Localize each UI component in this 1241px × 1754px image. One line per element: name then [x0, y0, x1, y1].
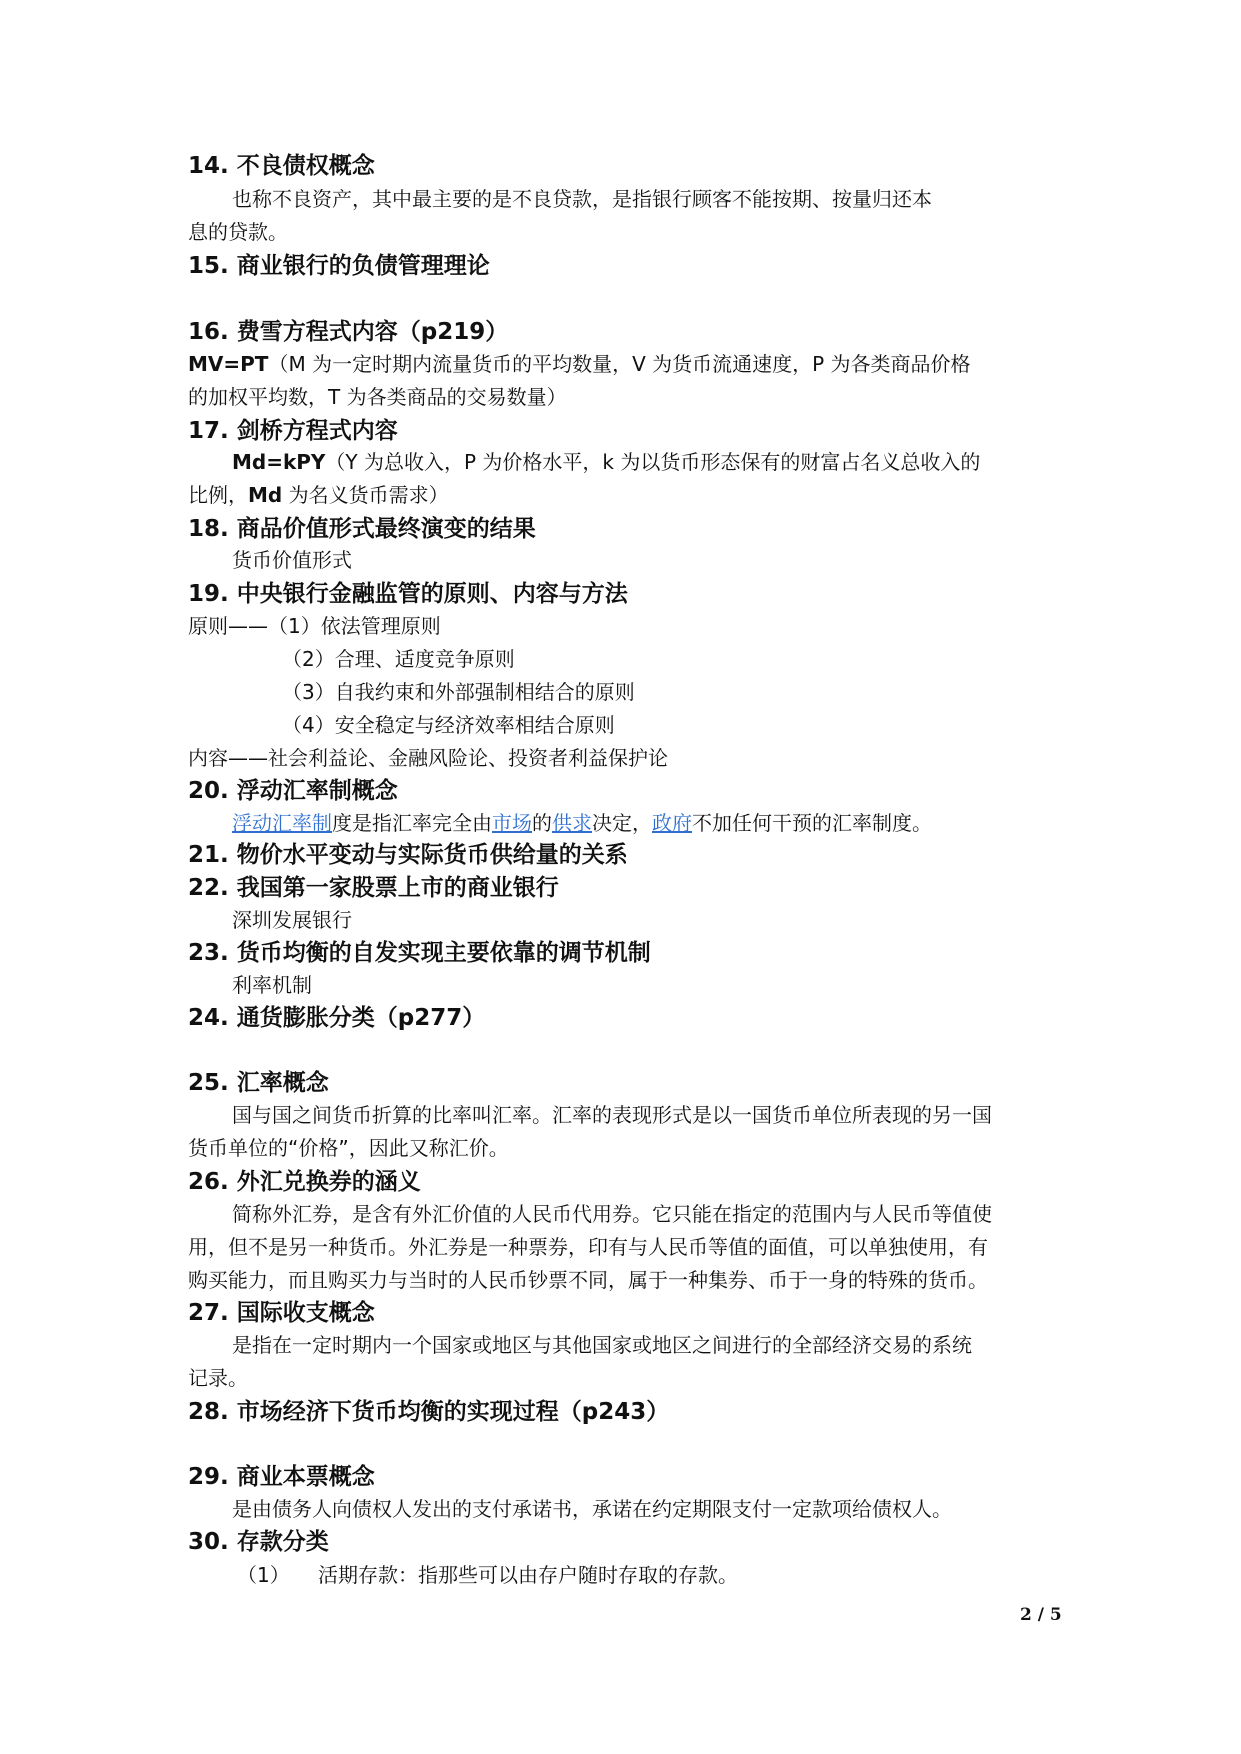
principle-line3: （3）自我约束和外部强制相结合的原则	[282, 680, 635, 704]
heading-23: 23. 货币均衡的自发实现主要依靠的调节机制	[188, 940, 651, 966]
formula-fisher: MV=PT	[188, 352, 269, 376]
principle-line1: 原则——（1）依法管理原则	[188, 614, 441, 638]
heading-30: 30. 存款分类	[188, 1529, 329, 1555]
paragraph-20-text1: 度是指汇率完全由	[332, 811, 492, 835]
heading-20: 20. 浮动汇率制概念	[188, 778, 398, 804]
content-line: 内容——社会利益论、金融风险论、投资者利益保护论	[188, 746, 668, 770]
paragraph-14-line2: 息的贷款。	[188, 220, 288, 244]
heading-18: 18. 商品价值形式最终演变的结果	[188, 516, 536, 542]
paragraph-20-text2: 的	[532, 811, 552, 835]
heading-16: 16. 费雪方程式内容（p219）	[188, 319, 509, 345]
heading-26: 26. 外汇兑换券的涵义	[188, 1169, 421, 1195]
paragraph-16-line1-text: （M 为一定时期内流量货币的平均数量，V 为货币流通速度，P 为各类商品价格	[268, 352, 971, 376]
heading-15: 15. 商业银行的负债管理理论	[188, 253, 490, 279]
paragraph-26-line1: 简称外汇券，是含有外汇价值的人民币代用券。它只能在指定的范围内与人民币等值使	[232, 1202, 992, 1226]
paragraph-20-text4: 不加任何干预的汇率制度。	[692, 811, 932, 835]
paragraph-22: 深圳发展银行	[232, 908, 352, 932]
paragraph-16-line1	[188, 348, 1058, 381]
link-market[interactable]: 市场	[492, 811, 532, 835]
heading-21: 21. 物价水平变动与实际货币供给量的关系	[188, 842, 628, 868]
formula-md: Md	[248, 483, 283, 507]
heading-22: 22. 我国第一家股票上市的商业银行	[188, 875, 559, 901]
heading-25: 25. 汇率概念	[188, 1070, 329, 1096]
heading-19: 19. 中央银行金融监管的原则、内容与方法	[188, 581, 628, 607]
paragraph-30: 活期存款：指那些可以由存户随时存取的存款。	[318, 1563, 738, 1587]
paragraph-14-line1: 也称不良资产，其中最主要的是不良贷款，是指银行顾客不能按期、按量归还本	[232, 187, 932, 211]
link-floating-rate[interactable]: 浮动汇率制	[232, 811, 332, 835]
paragraph-17-line1-text: （Y 为总收入，P 为价格水平，k 为以货币形态保有的财富占名义总收入的	[325, 450, 981, 474]
paragraph-16-line2: 的加权平均数，T 为各类商品的交易数量）	[188, 385, 567, 409]
paragraph-25-line1: 国与国之间货币折算的比率叫汇率。汇率的表现形式是以一国货币单位所表现的另一国	[232, 1103, 992, 1127]
paragraph-18: 货币价值形式	[232, 548, 352, 572]
heading-24: 24. 通货膨胀分类（p277）	[188, 1005, 486, 1031]
page-number: 2 / 5	[1020, 1605, 1062, 1625]
paragraph-17-line2-c: 为名义货币需求）	[282, 483, 449, 507]
list-number-1: （1）	[237, 1563, 290, 1587]
paragraph-27-line2: 记录。	[188, 1366, 248, 1390]
heading-14: 14. 不良债权概念	[188, 153, 375, 179]
formula-cambridge: Md=kPY	[232, 450, 326, 474]
paragraph-25-line2: 货币单位的“价格”，因此又称汇价。	[188, 1136, 509, 1160]
heading-28: 28. 市场经济下货币均衡的实现过程（p243）	[188, 1399, 670, 1425]
paragraph-17-line1	[232, 446, 1102, 479]
paragraph-17-line2	[188, 479, 1058, 512]
paragraph-26-line3: 购买能力，而且购买力与当时的人民币钞票不同，属于一种集券、币于一身的特殊的货币。	[188, 1268, 988, 1292]
paragraph-17-line2-a: 比例，	[188, 483, 248, 507]
paragraph-26-line2: 用，但不是另一种货币。外汇券是一种票券，印有与人民币等值的面值，可以单独使用，有	[188, 1235, 988, 1259]
link-government[interactable]: 政府	[652, 811, 692, 835]
heading-29: 29. 商业本票概念	[188, 1464, 375, 1490]
principle-line4: （4）安全稳定与经济效率相结合原则	[282, 713, 615, 737]
paragraph-23: 利率机制	[232, 973, 312, 997]
link-supply-demand[interactable]: 供求	[552, 811, 592, 835]
principle-line2: （2）合理、适度竞争原则	[282, 647, 515, 671]
heading-17: 17. 剑桥方程式内容	[188, 418, 398, 444]
paragraph-27-line1: 是指在一定时期内一个国家或地区与其他国家或地区之间进行的全部经济交易的系统	[232, 1333, 972, 1357]
paragraph-20	[232, 807, 1102, 840]
paragraph-29: 是由债务人向债权人发出的支付承诺书，承诺在约定期限支付一定款项给债权人。	[232, 1497, 952, 1521]
heading-27: 27. 国际收支概念	[188, 1300, 375, 1326]
paragraph-20-text3: 决定，	[592, 811, 652, 835]
